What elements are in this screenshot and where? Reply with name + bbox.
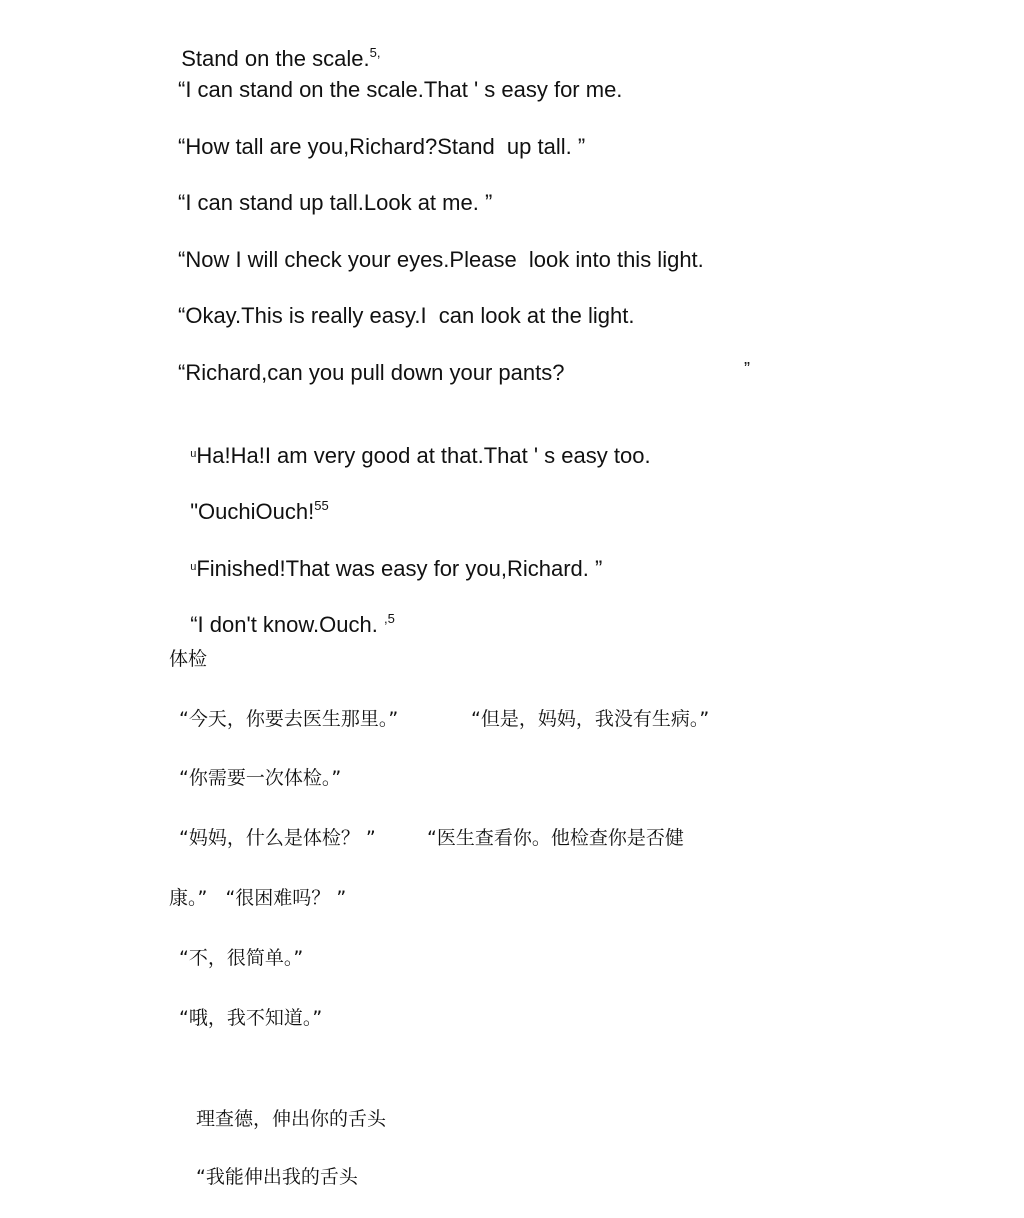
chinese-title: 体检 (169, 648, 208, 670)
text-line-2: “I can stand on the scale.That ' s easy for me. (178, 77, 623, 102)
text-line-11 (178, 586, 395, 638)
chinese-line-7: 理查德，伸出你的舌头 (196, 1108, 387, 1130)
text-line-8-mark: u (190, 448, 197, 460)
text-line-6: “Okay.This is really easy.I can look at the light. (178, 303, 635, 328)
chinese-line-4: 康。” “很困难吗？ ” (169, 887, 347, 909)
text-line-1-superscript: 5, (369, 45, 381, 60)
text-line-9-superscript: 55 (314, 498, 329, 513)
text-line-9 (178, 473, 329, 525)
text-line-8 (178, 417, 651, 469)
text-line-9-body: "OuchiOuch! (190, 499, 315, 524)
chinese-line-5: “不，很简单。” (179, 947, 304, 969)
text-line-1-body: Stand on the scale. (181, 46, 370, 71)
chinese-line-6: “哦，我不知道。” (179, 1007, 323, 1029)
text-line-4: “I can stand up tall.Look at me. ” (178, 190, 493, 215)
chinese-line-2: “你需要一次体检。” (179, 767, 342, 789)
text-line-10 (178, 530, 602, 582)
chinese-line-1a: “今天，你要去医生那里。” (179, 708, 399, 730)
chinese-line-3b: “医生查看你。他检查你是否健 (427, 827, 684, 849)
chinese-line-1b: “但是，妈妈，我没有生病。” (471, 708, 710, 730)
chinese-line-8: “我能伸出我的舌头 (196, 1166, 358, 1188)
text-line-3: “How tall are you,Richard?Stand up tall. ” (178, 134, 586, 159)
text-line-8-body: Ha!Ha!I am very good at that.That ' s easy too. (196, 443, 651, 468)
text-line-11-superscript: ,5 (383, 611, 395, 626)
text-line-10-mark: u (190, 561, 197, 573)
chinese-line-3a: “妈妈，什么是体检？ ” (179, 827, 376, 849)
text-line-11-body: “I don't know.Ouch. (190, 612, 384, 637)
text-line-10-body: Finished!That was easy for you,Richard. ” (196, 556, 603, 581)
text-line-5: “Now I will check your eyes.Please look into this light. (178, 247, 704, 272)
text-line-7-closing-quote: ” (744, 359, 750, 379)
text-line-7: “Richard,can you pull down your pants? (178, 360, 565, 385)
text-line-1 (169, 20, 380, 72)
